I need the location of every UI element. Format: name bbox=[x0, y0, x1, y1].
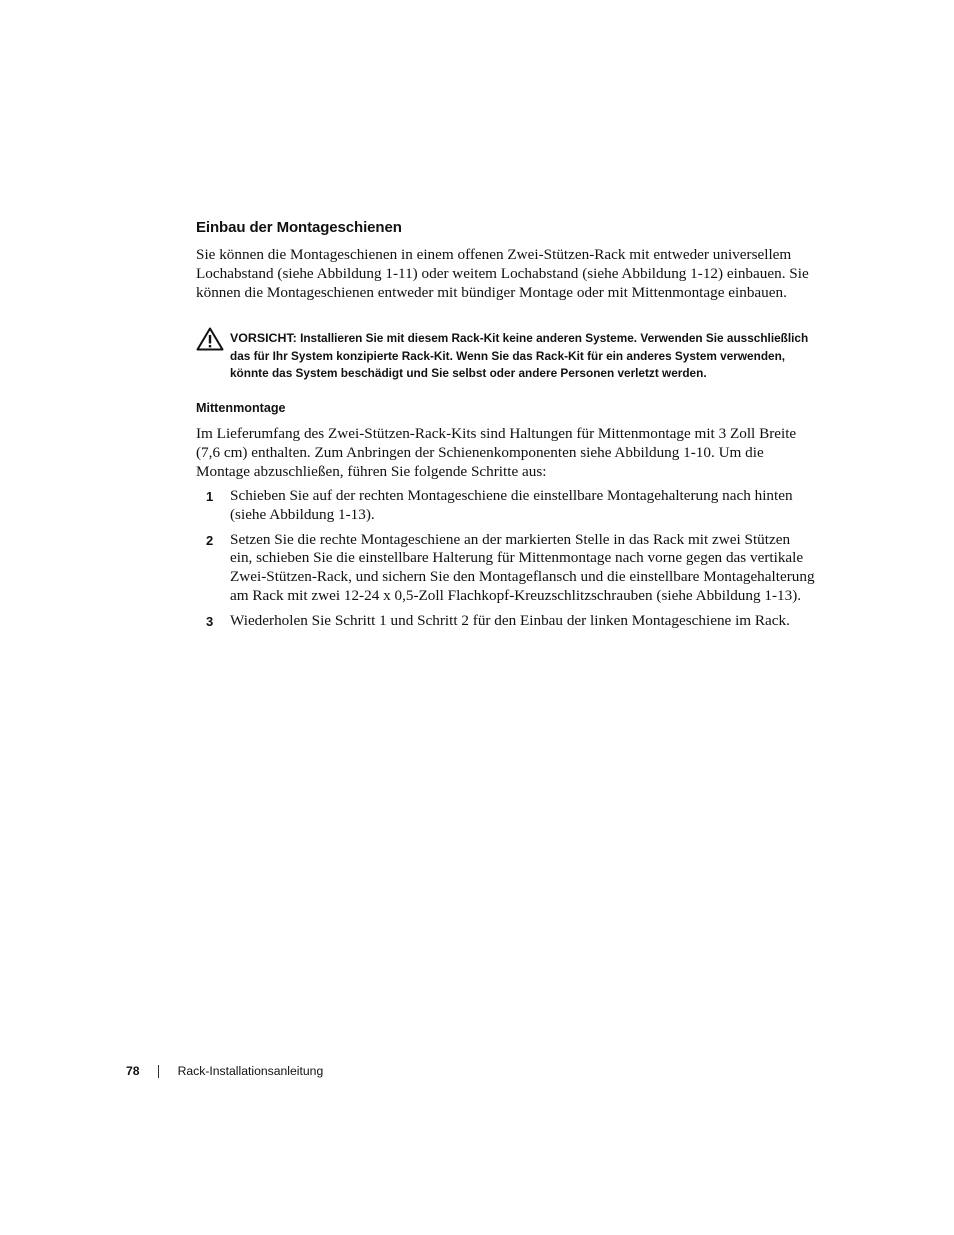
step-number: 2 bbox=[206, 532, 214, 548]
list-item bbox=[196, 487, 816, 525]
step-text: Setzen Sie die rechte Montageschiene an der markierten Stelle in das Rack mit zwei Stützen ein, schieben Sie die einstellbare Halterung für Mittenmontage nach vorne gegen das vertikale Zwei-Stützen-Rack, und sichern Sie den Montageflansch und die einstellbare Montagehalterung am Rack mit zwei 12-24 x 0,5-Zoll Flachkopf-Kreuzschlitzschrauben (siehe Abbildung 1-13). bbox=[230, 530, 815, 604]
section-intro-paragraph: Sie können die Montageschienen in einem offenen Zwei-Stützen-Rack mit entweder universellem Lochabstand (siehe Abbildung 1-11) oder weitem Lochabstand (siehe Abbildung 1-12) einbauen. Sie können die Montageschienen entweder mit bündiger Montage oder mit Mittenmontage einbauen. bbox=[196, 246, 809, 301]
footer-divider bbox=[158, 1065, 159, 1078]
list-item bbox=[196, 531, 816, 606]
caution-label: VORSICHT: bbox=[230, 331, 297, 345]
warning-triangle-icon bbox=[196, 327, 224, 351]
subsection-title: Mittenmontage bbox=[196, 401, 286, 415]
page-number: 78 bbox=[126, 1064, 140, 1078]
step-text: Wiederholen Sie Schritt 1 und Schritt 2 für den Einbau der linken Montageschiene im Rack. bbox=[230, 611, 790, 629]
document-title: Rack-Installationsanleitung bbox=[177, 1064, 324, 1078]
list-item bbox=[196, 612, 816, 631]
subsection-intro-paragraph: Im Lieferumfang des Zwei-Stützen-Rack-Kits sind Haltungen für Mittenmontage mit 3 Zoll Breite (7,6 cm) enthalten. Zum Anbringen der Schienenkomponenten siehe Abbildung 1-10. Um die Montage abzuschließen, führen Sie folgende Schritte aus: bbox=[196, 425, 797, 480]
step-text: Schieben Sie auf der rechten Montageschiene die einstellbare Montagehalterung nach hinten (siehe Abbildung 1-13). bbox=[230, 487, 793, 523]
page-footer bbox=[126, 1062, 323, 1080]
caution-message: Installieren Sie mit diesem Rack-Kit keine anderen Systeme. Verwenden Sie ausschließlich das für Ihr System konzipierte Rack-Kit. Wenn Sie das Rack-Kit für ein anderes System verwenden, könnte das System beschädigt und Sie selbst oder andere Personen verletzt werden. bbox=[230, 331, 809, 381]
section-title: Einbau der Montageschienen bbox=[196, 219, 402, 236]
step-number: 1 bbox=[206, 489, 214, 504]
step-number: 3 bbox=[206, 613, 214, 629]
caution-text-block bbox=[230, 330, 816, 383]
procedure-steps-list bbox=[196, 487, 816, 637]
